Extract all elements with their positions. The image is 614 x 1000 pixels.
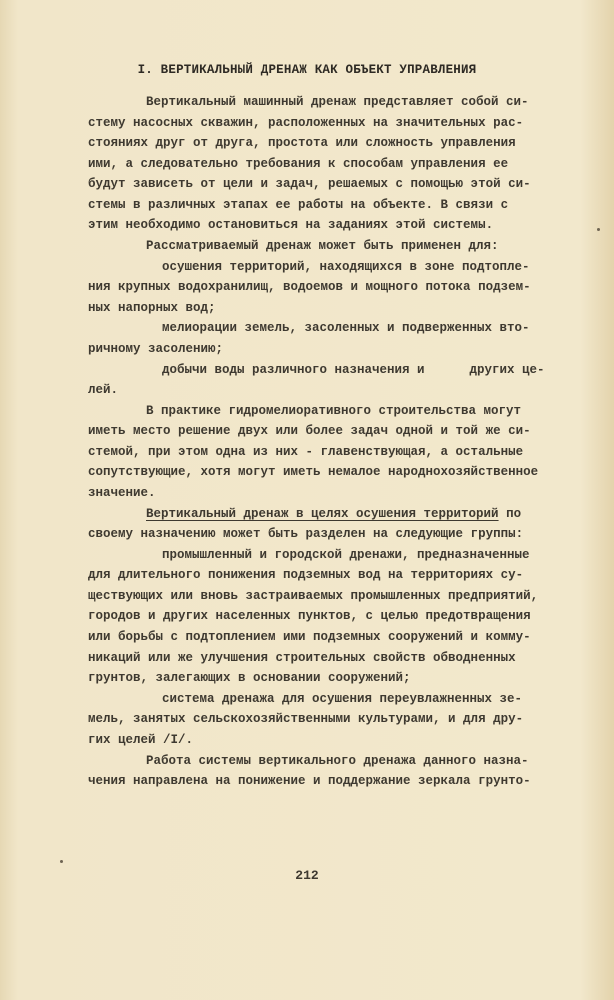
text-line: В практике гидромелиоративного строительства могут: [146, 404, 522, 418]
text-line: своему назначению может быть разделен на следующие группы:: [88, 527, 524, 541]
text-line: значение.: [88, 486, 156, 500]
text-line: городов и других населенных пунктов, с целью предотвращения: [88, 609, 531, 623]
text-line: стему насосных скважин, расположенных на значительных рас-: [88, 116, 524, 130]
page-number: 212: [295, 868, 319, 883]
text-line: ими, а следовательно требования к способам управления ее: [88, 157, 509, 171]
text-line: промышленный и городской дренажи, предназначенные: [162, 548, 530, 562]
text-line: мелиорации земель, засоленных и подверженных вто-: [162, 321, 530, 335]
text-line: Работа системы вертикального дренажа данного назна-: [146, 754, 529, 768]
text-line: ществующих или вновь застраиваемых промышленных предприятий,: [88, 589, 539, 603]
text-line: Вертикальный машинный дренаж представляет собой си-: [146, 95, 529, 109]
paper-speck: [60, 860, 63, 863]
text-line: иметь место решение двух или более задач одной и той же си-: [88, 424, 531, 438]
text-line: ных напорных вод;: [88, 301, 216, 315]
text-line: стемой, при этом одна из них - главенствующая, а остальные: [88, 445, 524, 459]
text-line: или борьбы с подтоплением ими подземных сооружений и комму-: [88, 630, 531, 644]
text-line: этим необходимо остановиться на заданиях этой системы.: [88, 218, 494, 232]
text-line: осушения территорий, находящихся в зоне подтопле-: [162, 260, 530, 274]
text-line: ричному засолению;: [88, 342, 224, 356]
underlined-phrase: Вертикальный дренаж в целях осушения территорий: [146, 507, 499, 521]
section-heading: I. ВЕРТИКАЛЬНЫЙ ДРЕНАЖ КАК ОБЪЕКТ УПРАВЛЕНИЯ: [137, 63, 477, 77]
text-line: никаций или же улучшения строительных свойств обводненных: [88, 651, 516, 665]
text-line: сопутствующие, хотя могут иметь немалое народнохозяйственное: [88, 465, 539, 479]
text-line-tail: по: [498, 507, 522, 521]
text-line: лей.: [88, 383, 119, 397]
text-line: чения направлена на понижение и поддержание зеркала грунто-: [88, 774, 531, 788]
text-line: Рассматриваемый дренаж может быть применен для:: [146, 239, 499, 253]
text-line: система дренажа для осушения переувлажненных зе-: [162, 692, 523, 706]
text-line: стемы в различных этапах ее работы на объекте. В связи с: [88, 198, 509, 212]
text-line: мель, занятых сельскохозяйственными культурами, и для дру-: [88, 712, 524, 726]
text-line: добычи воды различного назначения и других це-: [162, 363, 545, 377]
text-line: грунтов, залегающих в основании сооружений;: [88, 671, 411, 685]
paper-speck: [597, 228, 600, 231]
text-line: ния крупных водохранилищ, водоемов и мощного потока подзем-: [88, 280, 531, 294]
text-line: будут зависеть от цели и задач, решаемых с помощью этой си-: [88, 177, 531, 191]
text-line: стояниях друг от друга, простота или сложность управления: [88, 136, 516, 150]
text-line: для длительного понижения подземных вод на территориях су-: [88, 568, 524, 582]
text-line: гих целей /I/.: [88, 733, 194, 747]
text-line: [146, 504, 614, 524]
